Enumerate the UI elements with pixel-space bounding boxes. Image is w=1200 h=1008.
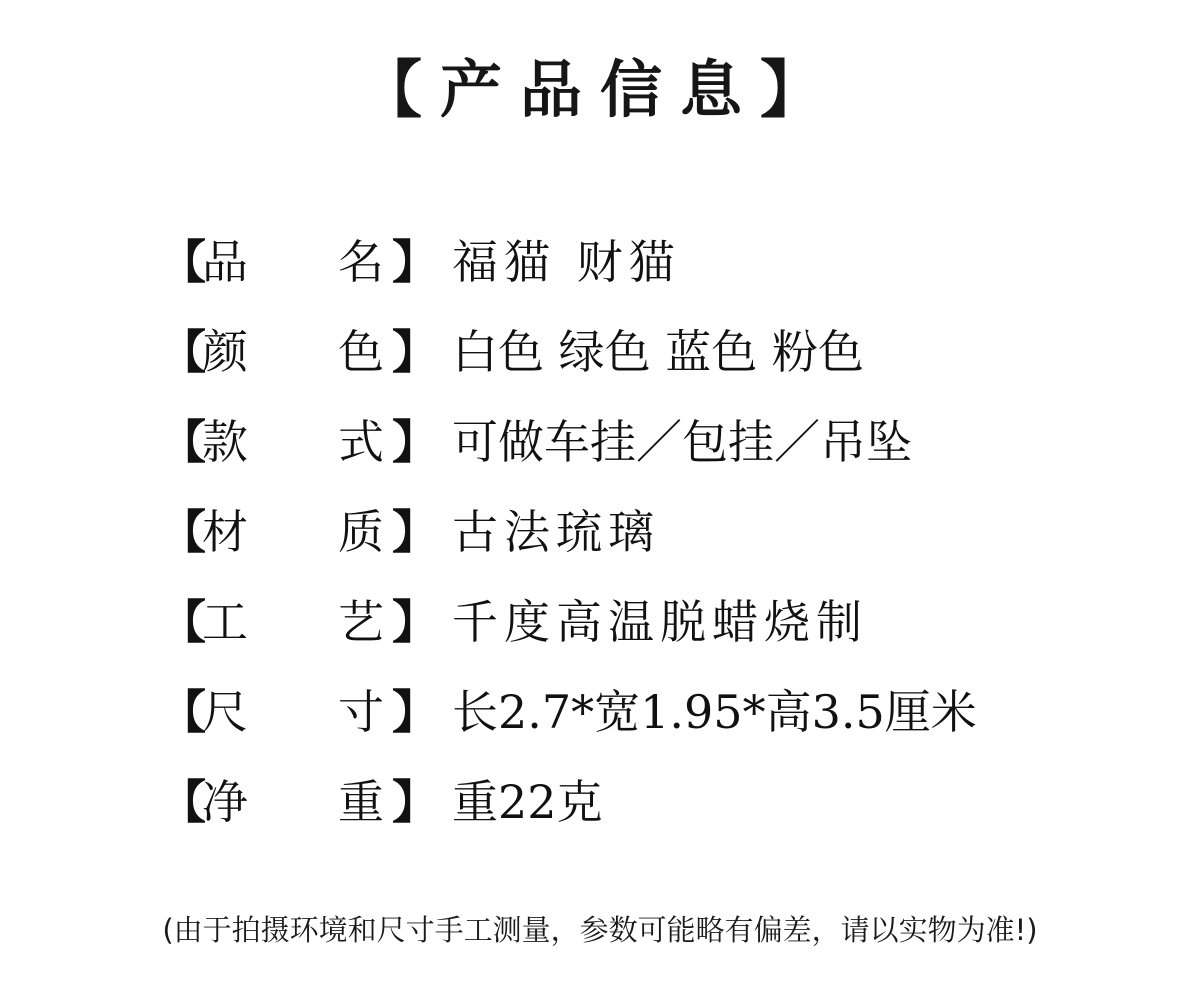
- left-bracket: 【: [160, 685, 206, 739]
- craft-value: 千度高温脱蜡烧制: [452, 595, 868, 649]
- label-char-1: 材: [202, 505, 248, 559]
- left-bracket: 【: [160, 235, 206, 289]
- left-bracket: 【: [160, 325, 206, 379]
- product-name-value: 福猫 财猫: [452, 235, 681, 289]
- right-bracket: 】: [392, 505, 438, 559]
- label-char-2: 艺: [338, 595, 384, 649]
- right-bracket: 】: [392, 235, 438, 289]
- left-bracket: 【: [160, 595, 206, 649]
- right-bracket: 】: [392, 685, 438, 739]
- right-bracket: 】: [392, 595, 438, 649]
- label-char-2: 名: [338, 235, 384, 289]
- label-char-1: 工: [202, 595, 248, 649]
- left-bracket: 【: [160, 505, 206, 559]
- color-value: 白色 绿色 蓝色 粉色: [452, 325, 864, 379]
- label-char-1: 品: [202, 235, 248, 289]
- style-value: 可做车挂／包挂／吊坠: [452, 415, 912, 469]
- label-char-1: 净: [202, 775, 248, 829]
- left-bracket: 【: [160, 415, 206, 469]
- page-title: 【产品信息】: [359, 53, 840, 126]
- label-char-2: 式: [338, 415, 384, 469]
- right-bracket: 】: [392, 325, 438, 379]
- size-value: 长2.7*宽1.95*高3.5厘米: [452, 685, 977, 739]
- weight-value: 重22克: [452, 775, 603, 829]
- label-char-2: 重: [338, 775, 384, 829]
- label-char-1: 款: [202, 415, 248, 469]
- label-char-1: 尺: [202, 685, 248, 739]
- disclaimer-note: (由于拍摄环境和尺寸手工测量，参数可能略有偏差，请以实物为准!): [162, 913, 1038, 947]
- label-char-2: 寸: [338, 685, 384, 739]
- right-bracket: 】: [392, 775, 438, 829]
- material-value: 古法琉璃: [452, 505, 660, 559]
- right-bracket: 】: [392, 415, 438, 469]
- label-char-2: 质: [338, 505, 384, 559]
- label-char-1: 颜: [202, 325, 248, 379]
- label-char-2: 色: [338, 325, 384, 379]
- left-bracket: 【: [160, 775, 206, 829]
